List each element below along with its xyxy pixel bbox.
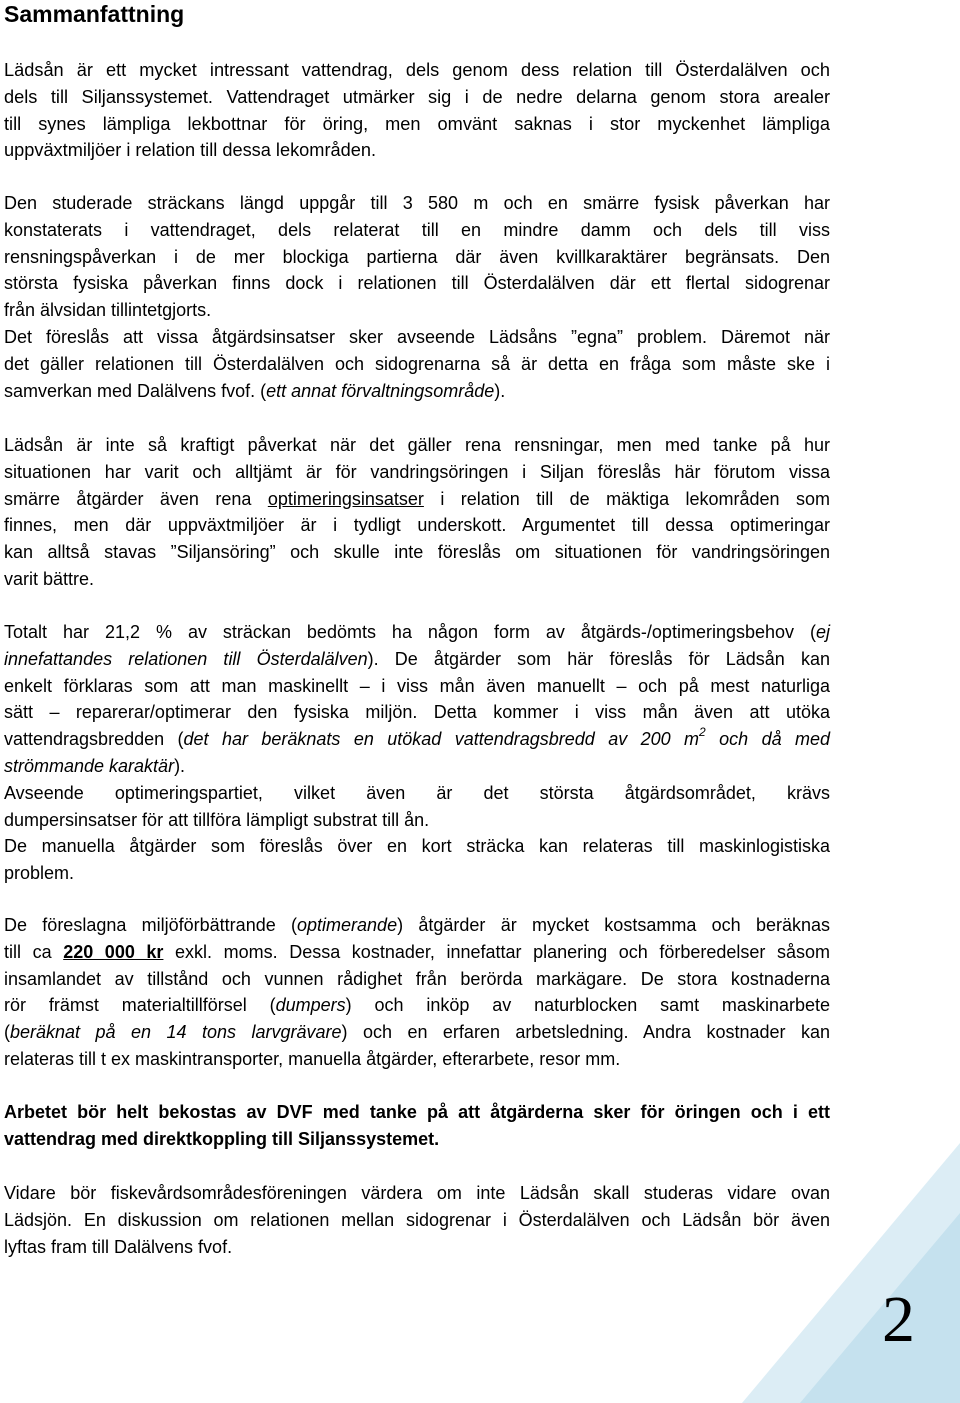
text-run: ). xyxy=(174,755,186,776)
text-line: rensningspåverkan i de mer blockiga partierna där även kvillkaraktärer begränsats. Den xyxy=(4,246,830,267)
text-line xyxy=(4,1019,830,1046)
superscript: 2 xyxy=(699,725,706,740)
text-line: kan alltså stavas ”Siljansöring” och skulle inte föreslås om situationen för vandringsöringen xyxy=(4,542,830,563)
text-line: Avseende optimeringspartiet, vilket även är det största åtgärdsområdet, krävs xyxy=(4,782,830,803)
text-run: ). xyxy=(494,380,506,401)
text-line: från älvsidan tillintetgjorts. xyxy=(4,300,212,321)
text-line xyxy=(4,753,830,780)
paragraph-optimization xyxy=(4,432,830,593)
text-run: ) och inköp av naturblocken samt maskinarbete xyxy=(345,995,830,1016)
text-line: det gäller relationen till Österdalälven och sidogrenarna så är detta en fråga som måste ske i xyxy=(4,353,830,374)
text-line: konstaterats i vattendraget, dels relaterat till en mindre damm och dels till viss xyxy=(4,219,830,240)
italic-text: ett annat förvaltningsområde xyxy=(266,380,495,401)
text-line: Den studerade sträckans längd uppgår till 3 580 m och en smärre fysisk påverkan har xyxy=(4,193,830,213)
italic-text: innefattandes relationen till Österdalälven xyxy=(4,648,368,669)
text-run: till ca xyxy=(4,941,64,962)
text-run: ) och en erfaren arbetsledning. Andra kostnader kan xyxy=(341,1022,831,1043)
paragraph-measures xyxy=(4,619,830,887)
italic-text: beräknat på en 14 tons larvgrävare xyxy=(10,1022,342,1043)
text-line: Lädsån är ett mycket intressant vattendrag, dels genom dess relation till Österdalälven och xyxy=(4,60,830,80)
text-run: och då med xyxy=(705,729,831,750)
text-line: Det föreslås att vissa åtgärdsinsatser sker avseende Lädsåns ”egna” problem. Däremot när xyxy=(4,326,830,347)
text-line: problem. xyxy=(4,863,75,884)
text-line xyxy=(4,646,830,673)
text-line: finnes, men där uppväxtmiljöer är i tydligt underskott. Argumentet till dessa optimeringar xyxy=(4,515,830,536)
text-line: enkelt förklaras som att man maskinellt – i viss mån även manuellt – och på mest naturliga xyxy=(4,675,830,696)
text-line: till synes lämpliga lekbottnar för öring, men omvänt saknas i stor myckenhet lämpliga xyxy=(4,113,830,134)
underlined-text: optimeringsinsatser xyxy=(267,488,424,509)
text-run: Totalt har 21,2 % av sträckan bedömts ha någon form av åtgärds-/optimeringsbehov ( xyxy=(4,622,816,642)
italic-text: strömmande karaktär xyxy=(4,755,175,776)
text-run: samverkan med Dalälvens fvof. ( xyxy=(4,380,267,401)
text-line xyxy=(4,726,830,753)
text-line: varit bättre. xyxy=(4,568,95,589)
italic-text xyxy=(183,725,831,750)
text-run: vattendragsbredden ( xyxy=(4,729,184,750)
text-line xyxy=(4,619,830,646)
text-line: lyftas fram till Dalälvens fvof. xyxy=(4,1236,233,1257)
text-run: ) åtgärder är mycket kostsamma och beräknas xyxy=(397,915,830,935)
text-line xyxy=(4,992,830,1019)
page-number: 2 xyxy=(882,1283,915,1356)
text-line: Lädsån är inte så kraftigt påverkat när det gäller rena rensningar, men med tanke på hur xyxy=(4,435,830,455)
text-line: dumpersinsatser för att tillföra lämpligt substrat till ån. xyxy=(4,809,430,830)
text-line xyxy=(4,912,830,939)
text-line: insamlandet av tillstånd och vunnen rådighet från berörda markägare. De stora kostnaderna xyxy=(4,968,830,989)
italic-text: ej xyxy=(815,622,830,642)
text-run: De föreslagna miljöförbättrande ( xyxy=(4,915,298,935)
text-line: relateras till t ex maskintransporter, manuella åtgärder, efterarbete, resor mm. xyxy=(4,1048,621,1069)
text-line: Vidare bör fiskevårdsområdesföreningen värdera om inte Lädsån skall studeras vidare ovan xyxy=(4,1183,830,1203)
text-line: sätt – reparerar/optimerar den fysiska miljön. Detta kommer i viss mån även att utöka xyxy=(4,702,830,723)
text-run: ( xyxy=(4,1022,10,1043)
text-run: det har beräknats en utökad vattendragsbredd av 200 m xyxy=(183,729,700,750)
paragraph-costs xyxy=(4,912,830,1073)
text-line: vattendrag med direktkoppling till Siljanssystemet. xyxy=(4,1128,440,1149)
cost-amount: 220 000 kr xyxy=(63,941,164,962)
italic-text: optimerande xyxy=(297,915,398,935)
text-run: rör främst materialtillförsel ( xyxy=(4,995,276,1016)
text-line xyxy=(4,939,830,966)
text-run: i relation till de mäktiga lekområden som xyxy=(423,488,830,509)
text-line: Arbetet bör helt bekostas av DVF med tanke på att åtgärderna sker för öringen och i ett xyxy=(4,1102,830,1122)
page-corner-decoration xyxy=(742,1143,960,1403)
paragraph-further-study xyxy=(4,1180,830,1260)
italic-text: dumpers xyxy=(275,995,346,1016)
section-heading: Sammanfattning xyxy=(4,1,185,27)
paragraph-funding xyxy=(4,1099,830,1153)
text-line: Lädsjön. En diskussion om relationen mellan sidogrenar i Österdalälven och Lädsån bör även xyxy=(4,1209,830,1230)
text-line: situationen har varit och alltjämt är för vandringsöringen i Siljan föreslås här förutom vissa xyxy=(4,461,830,482)
text-line: De manuella åtgärder som föreslås över en kort sträcka kan relateras till maskinlogistiska xyxy=(4,836,830,857)
text-line xyxy=(4,486,830,513)
text-line xyxy=(4,378,830,405)
text-line: största fysiska påverkan finns dock i relationen till Österdalälven där ett flertal sidogrenar xyxy=(4,273,830,294)
paragraph-intro xyxy=(4,57,830,164)
text-line: uppväxtmiljöer i relation till dessa lekområden. xyxy=(4,140,377,161)
text-run: ). De åtgärder som här föreslås för Lädsån kan xyxy=(367,648,830,669)
paragraph-impact xyxy=(4,190,830,404)
text-run: smärre åtgärder även rena xyxy=(4,488,268,509)
text-run: exkl. moms. Dessa kostnader, innefattar planering och förberedelser såsom xyxy=(163,941,830,962)
text-line: dels till Siljanssystemet. Vattendraget utmärker sig i de nedre delarna genom stora arealer xyxy=(4,86,830,107)
